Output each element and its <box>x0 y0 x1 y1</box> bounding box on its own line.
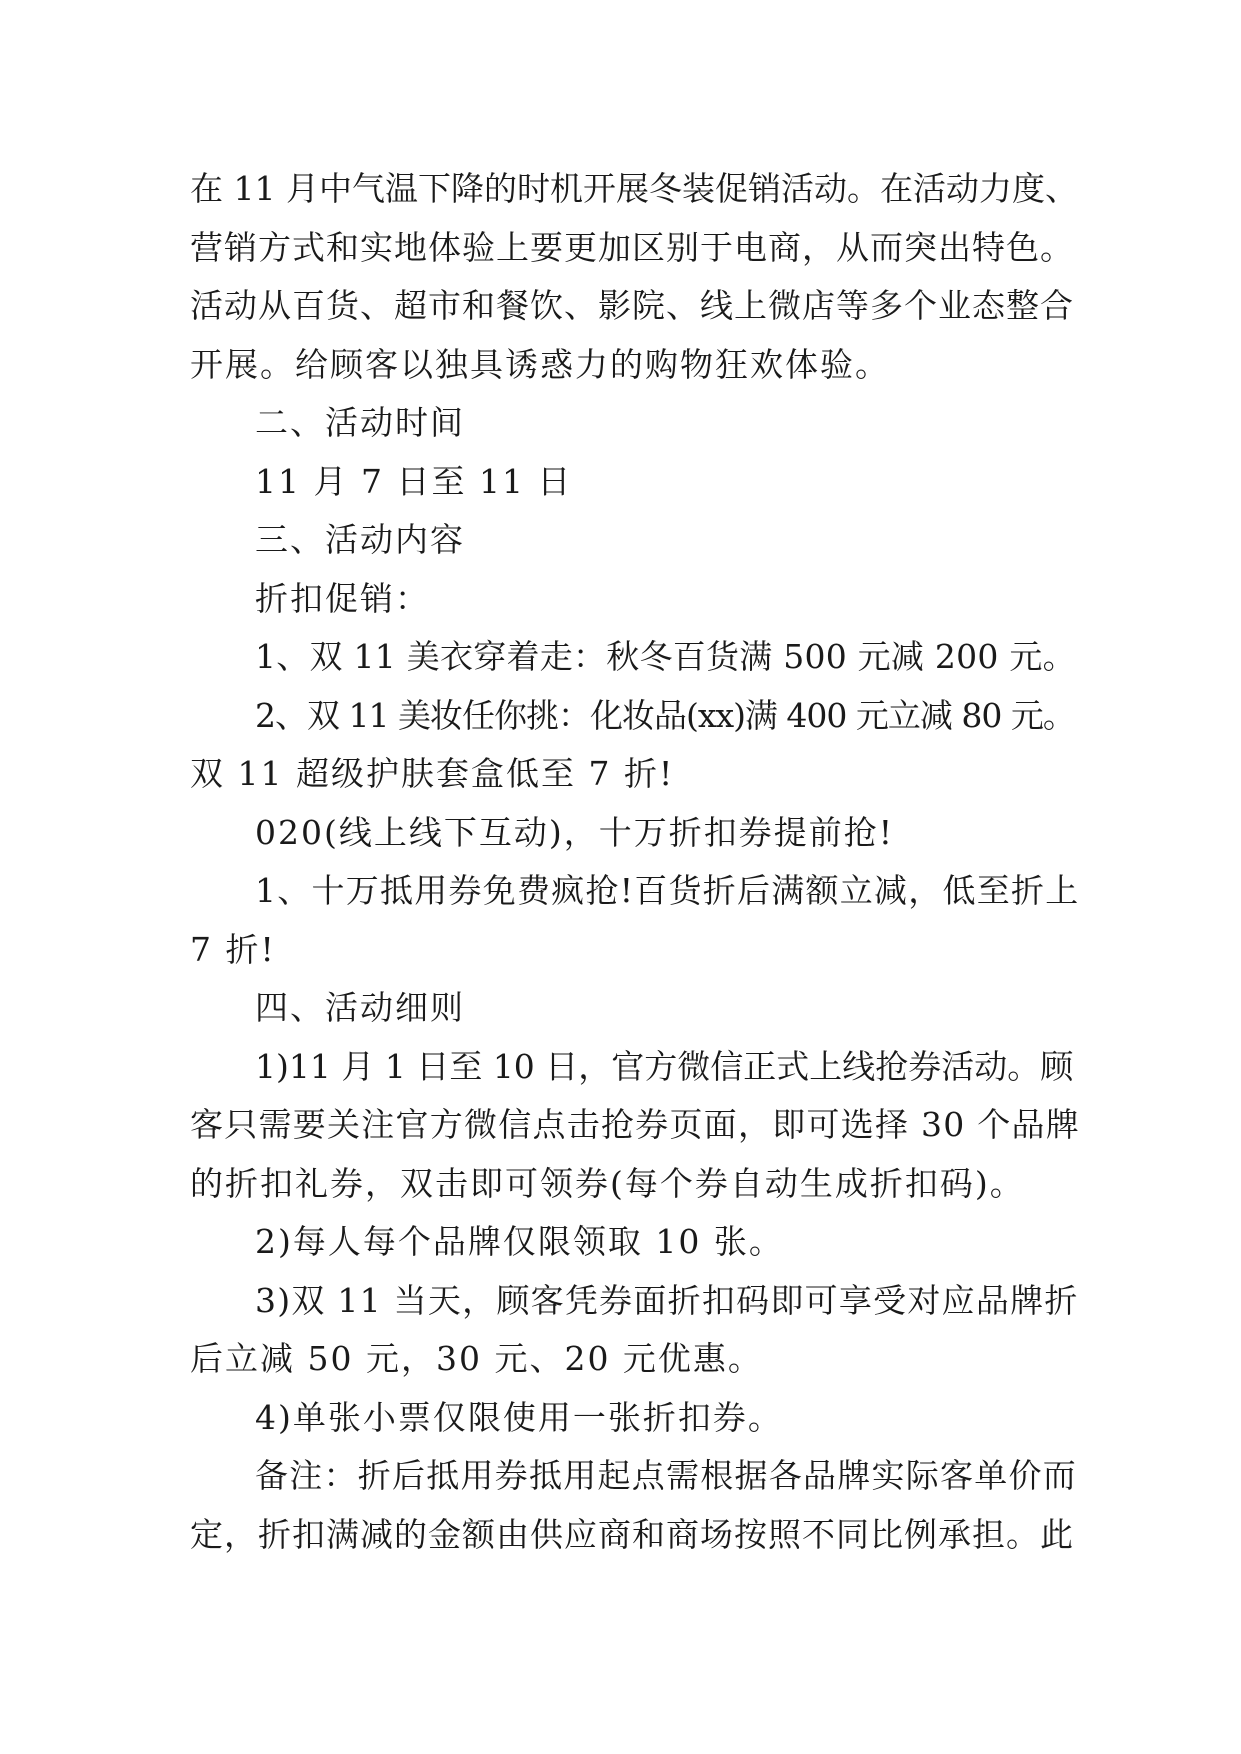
item-line-2: 2、双 11 美妆任你挑：化妆品(xx)满 400 元立减 80 元。 <box>255 695 1075 735</box>
body-line-4: 开展。给顾客以独具诱惑力的购物狂欢体验。 <box>190 344 890 384</box>
body-line-2: 营销方式和实地体验上要更加区别于电商，从而突出特色。 <box>190 227 1074 267</box>
rule-3: 3)双 11 当天，顾客凭券面折扣码即可享受对应品牌折 <box>255 1280 1079 1320</box>
o2o-item-1-cont: 7 折! <box>190 929 276 969</box>
body-line-3: 活动从百货、超市和餐饮、影院、线上微店等多个业态整合 <box>190 286 1074 325</box>
rule-1: 1)11 月 1 日至 10 日，官方微信正式上线抢券活动。顾 <box>255 1046 1074 1086</box>
section-heading-time: 二、活动时间 <box>255 403 465 442</box>
rule-1-cont-a: 客只需要关注官方微信点击抢券页面，即可选择 30 个品牌 <box>190 1105 1080 1144</box>
section-heading-rules: 四、活动细则 <box>255 988 465 1027</box>
remark-cont: 定，折扣满减的金额由供应商和商场按照不同比例承担。此 <box>190 1514 1074 1554</box>
remark: 备注：折后抵用券抵用起点需根据各品牌实际客单价而 <box>255 1456 1077 1495</box>
document-body <box>190 160 1080 1564</box>
subheading-discount: 折扣促销： <box>255 578 430 618</box>
subheading-o2o: 020(线上线下互动)，十万折扣券提前抢! <box>255 812 894 852</box>
rule-1-cont-b: 的折扣礼券，双击即可领券(每个券自动生成折扣码)。 <box>190 1163 1025 1203</box>
rule-2: 2)每人每个品牌仅限领取 10 张。 <box>255 1222 784 1261</box>
rule-4: 4)单张小票仅限使用一张折扣券。 <box>255 1397 783 1437</box>
item-line-2-cont: 双 11 超级护肤套盒低至 7 折! <box>190 754 675 793</box>
o2o-item-1: 1、十万抵用券免费疯抢!百货折后满额立减，低至折上 <box>255 871 1080 910</box>
section-heading-content: 三、活动内容 <box>255 520 465 559</box>
body-line-1: 在 11 月中气温下降的时机开展冬装促销活动。在活动力度、 <box>190 169 1078 208</box>
rule-3-cont: 后立减 50 元，30 元、20 元优惠。 <box>190 1339 763 1378</box>
event-dates: 11 月 7 日至 11 日 <box>255 461 573 501</box>
item-line-1: 1、双 11 美衣穿着走：秋冬百货满 500 元减 200 元。 <box>255 637 1076 676</box>
